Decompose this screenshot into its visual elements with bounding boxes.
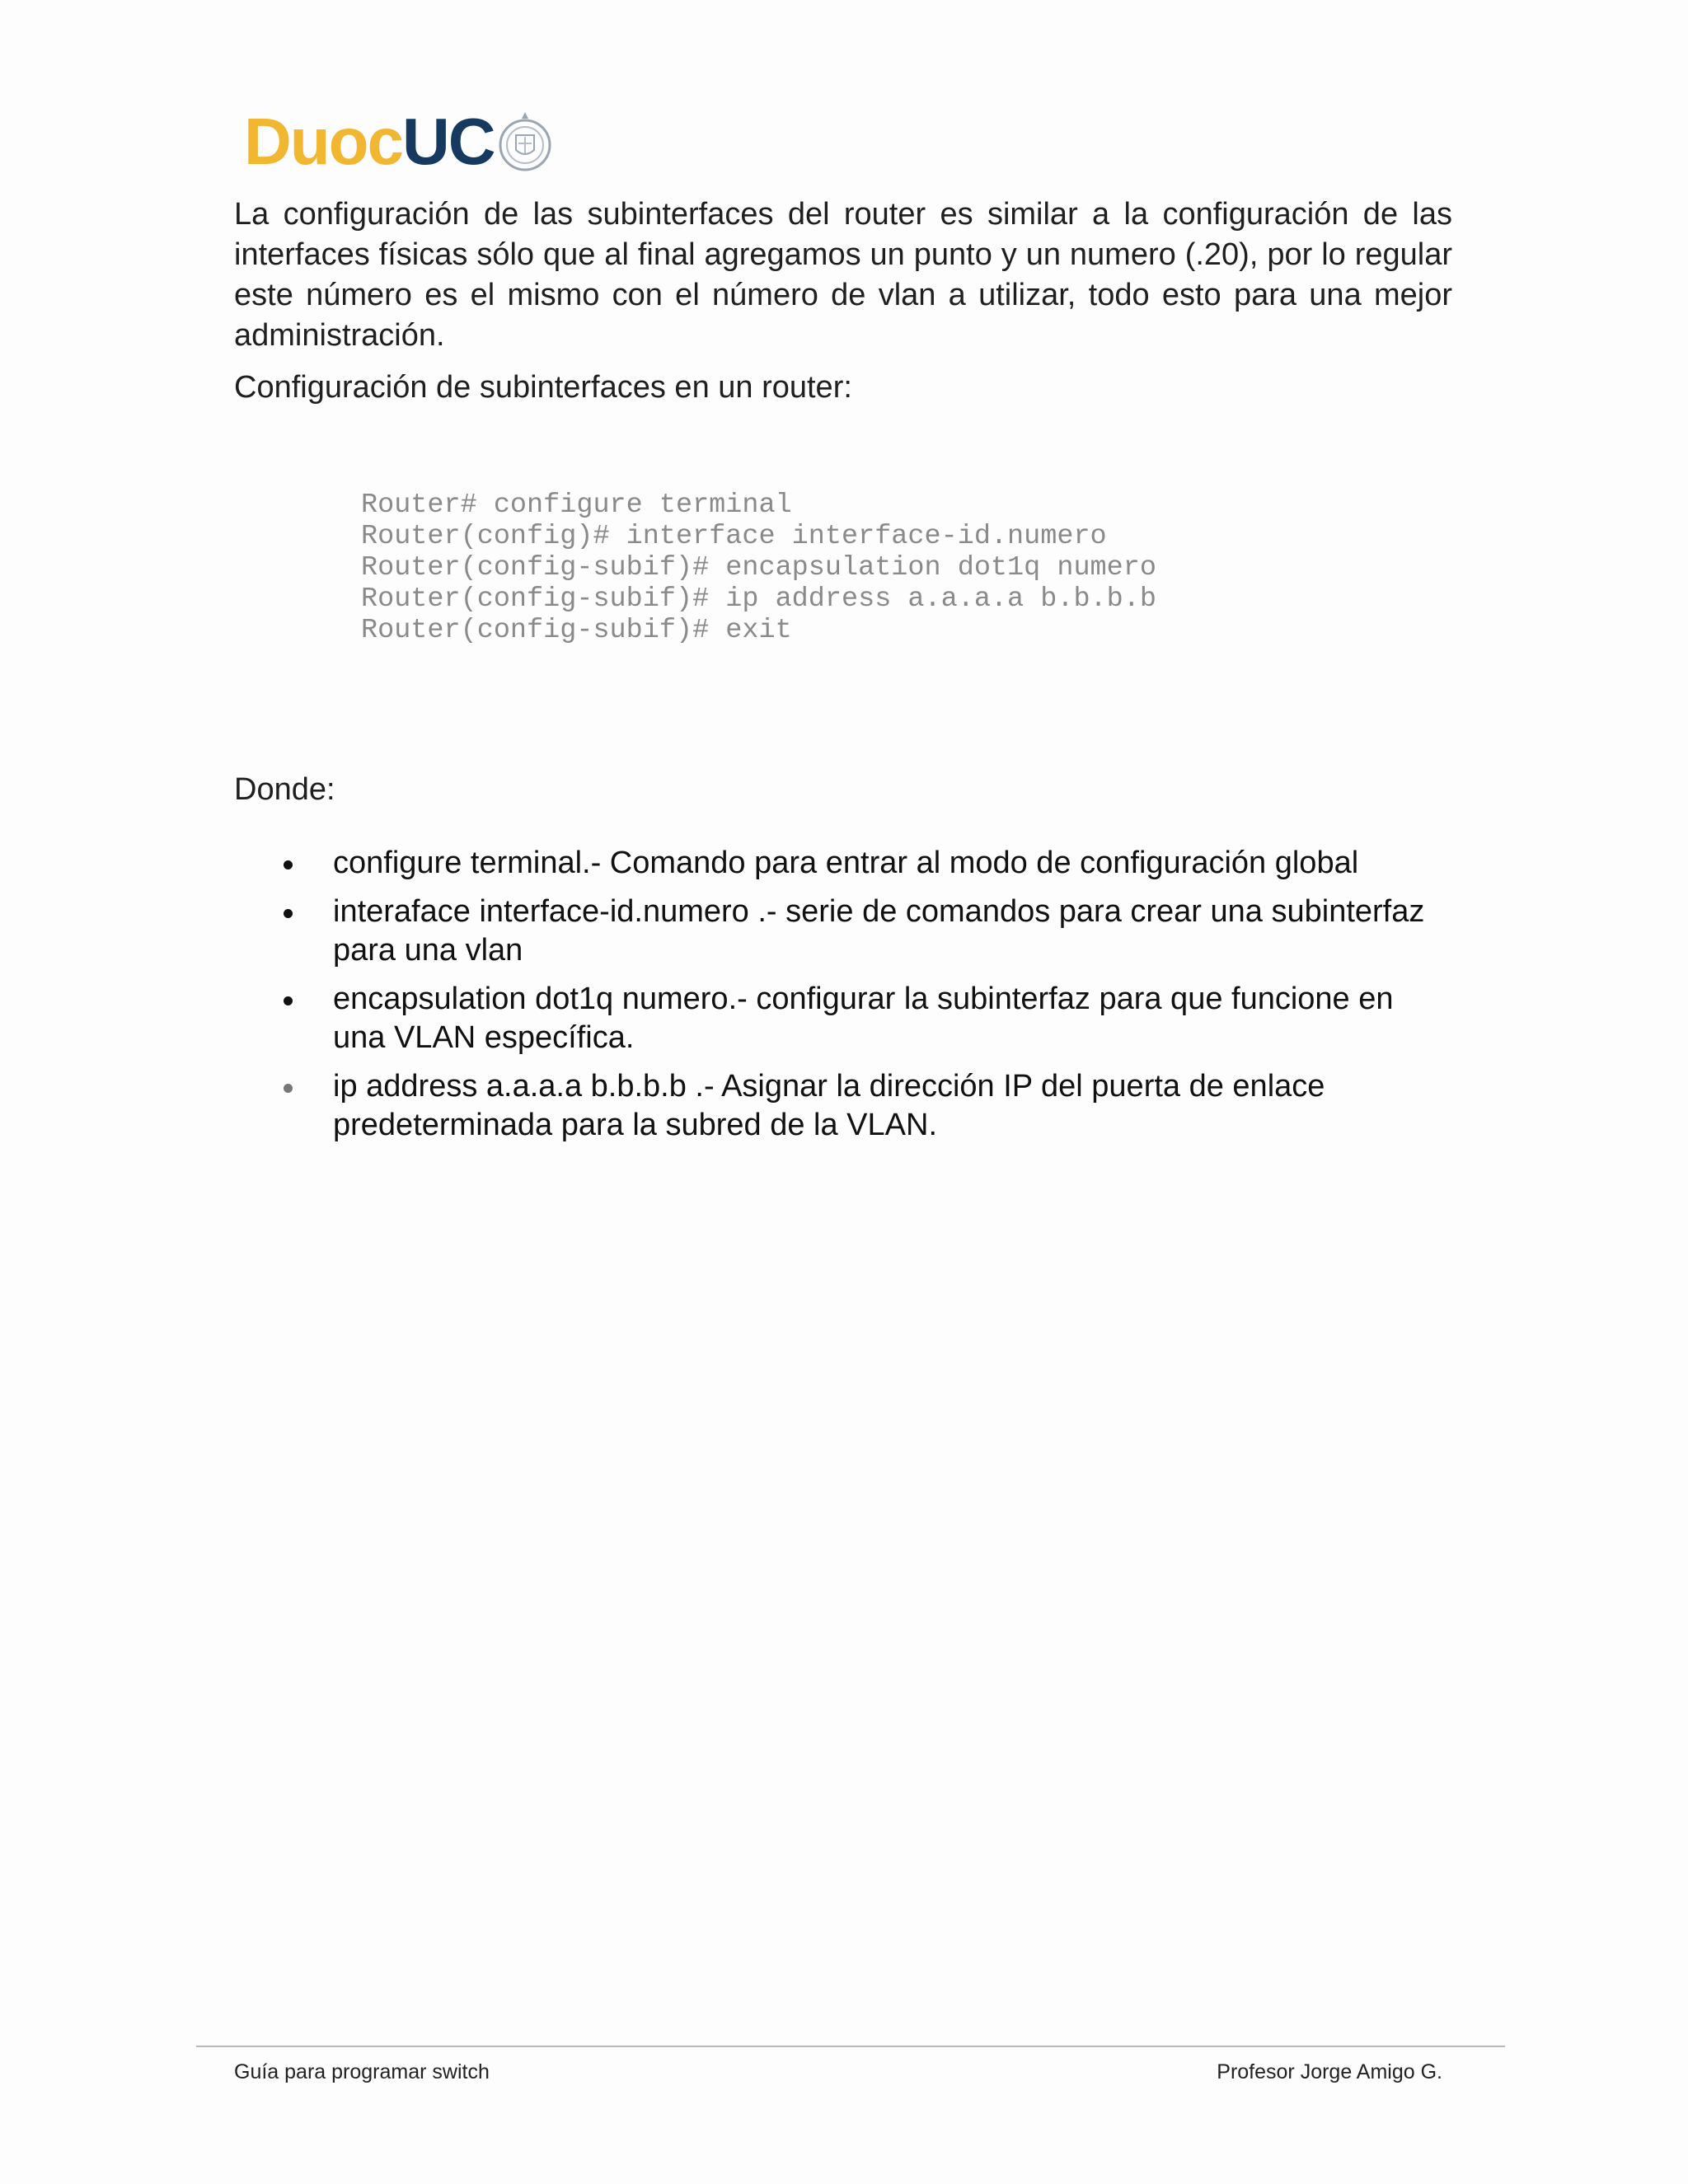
- intro-paragraph: La configuración de las subinterfaces del router es similar a la configuración de las interfaces físicas sólo que al final agregamos un punto y un numero (.20), por lo regular este número es el mismo con el número de vlan a utilizar, todo esto para una mejor administración.: [234, 197, 1452, 353]
- code-block: [361, 490, 1156, 646]
- list-item-text: ip address a.a.a.a b.b.b.b .- Asignar la dirección IP del puerta de enlace predeterminada para la subred de la VLAN.: [333, 1069, 1325, 1142]
- code-line: Router(config-subif)# exit: [361, 615, 792, 646]
- list-item: [234, 844, 1452, 883]
- university-seal-icon: [498, 107, 552, 176]
- bullet-icon: [284, 996, 293, 1005]
- donde-label: Donde:: [234, 772, 335, 807]
- bullet-icon: [284, 1084, 293, 1093]
- bullet-icon: [284, 860, 293, 869]
- logo-duoc-text: Duoc: [244, 105, 402, 178]
- code-line: Router(config-subif)# ip address a.a.a.a b.b.b.b: [361, 583, 1156, 615]
- list-item-text: configure terminal.- Comando para entrar al modo de configuración global: [333, 846, 1359, 880]
- code-line: Router(config-subif)# encapsulation dot1q numero: [361, 552, 1156, 583]
- bullet-icon: [284, 909, 293, 918]
- footer-divider: [196, 2046, 1505, 2047]
- list-item: [234, 893, 1452, 970]
- list-item: [234, 1067, 1452, 1145]
- list-item-text: interaface interface-id.numero .- serie de comandos para crear una subinterfaz para una vlan: [333, 894, 1425, 968]
- footer-author: Profesor Jorge Amigo G.: [1217, 2060, 1442, 2083]
- list-item-text: encapsulation dot1q numero.- configurar la subinterfaz para que funcione en una VLAN específica.: [333, 982, 1394, 1055]
- bullet-list: [234, 844, 1452, 1155]
- list-item: [234, 980, 1452, 1057]
- logo-uc-text: UC: [402, 105, 495, 178]
- duoc-uc-logo: [244, 101, 552, 183]
- config-heading: Configuración de subinterfaces en un router:: [234, 370, 852, 405]
- footer-document-title: Guía para programar switch: [234, 2060, 490, 2083]
- code-line: Router# configure terminal: [361, 490, 792, 521]
- code-line: Router(config)# interface interface-id.numero: [361, 521, 1107, 552]
